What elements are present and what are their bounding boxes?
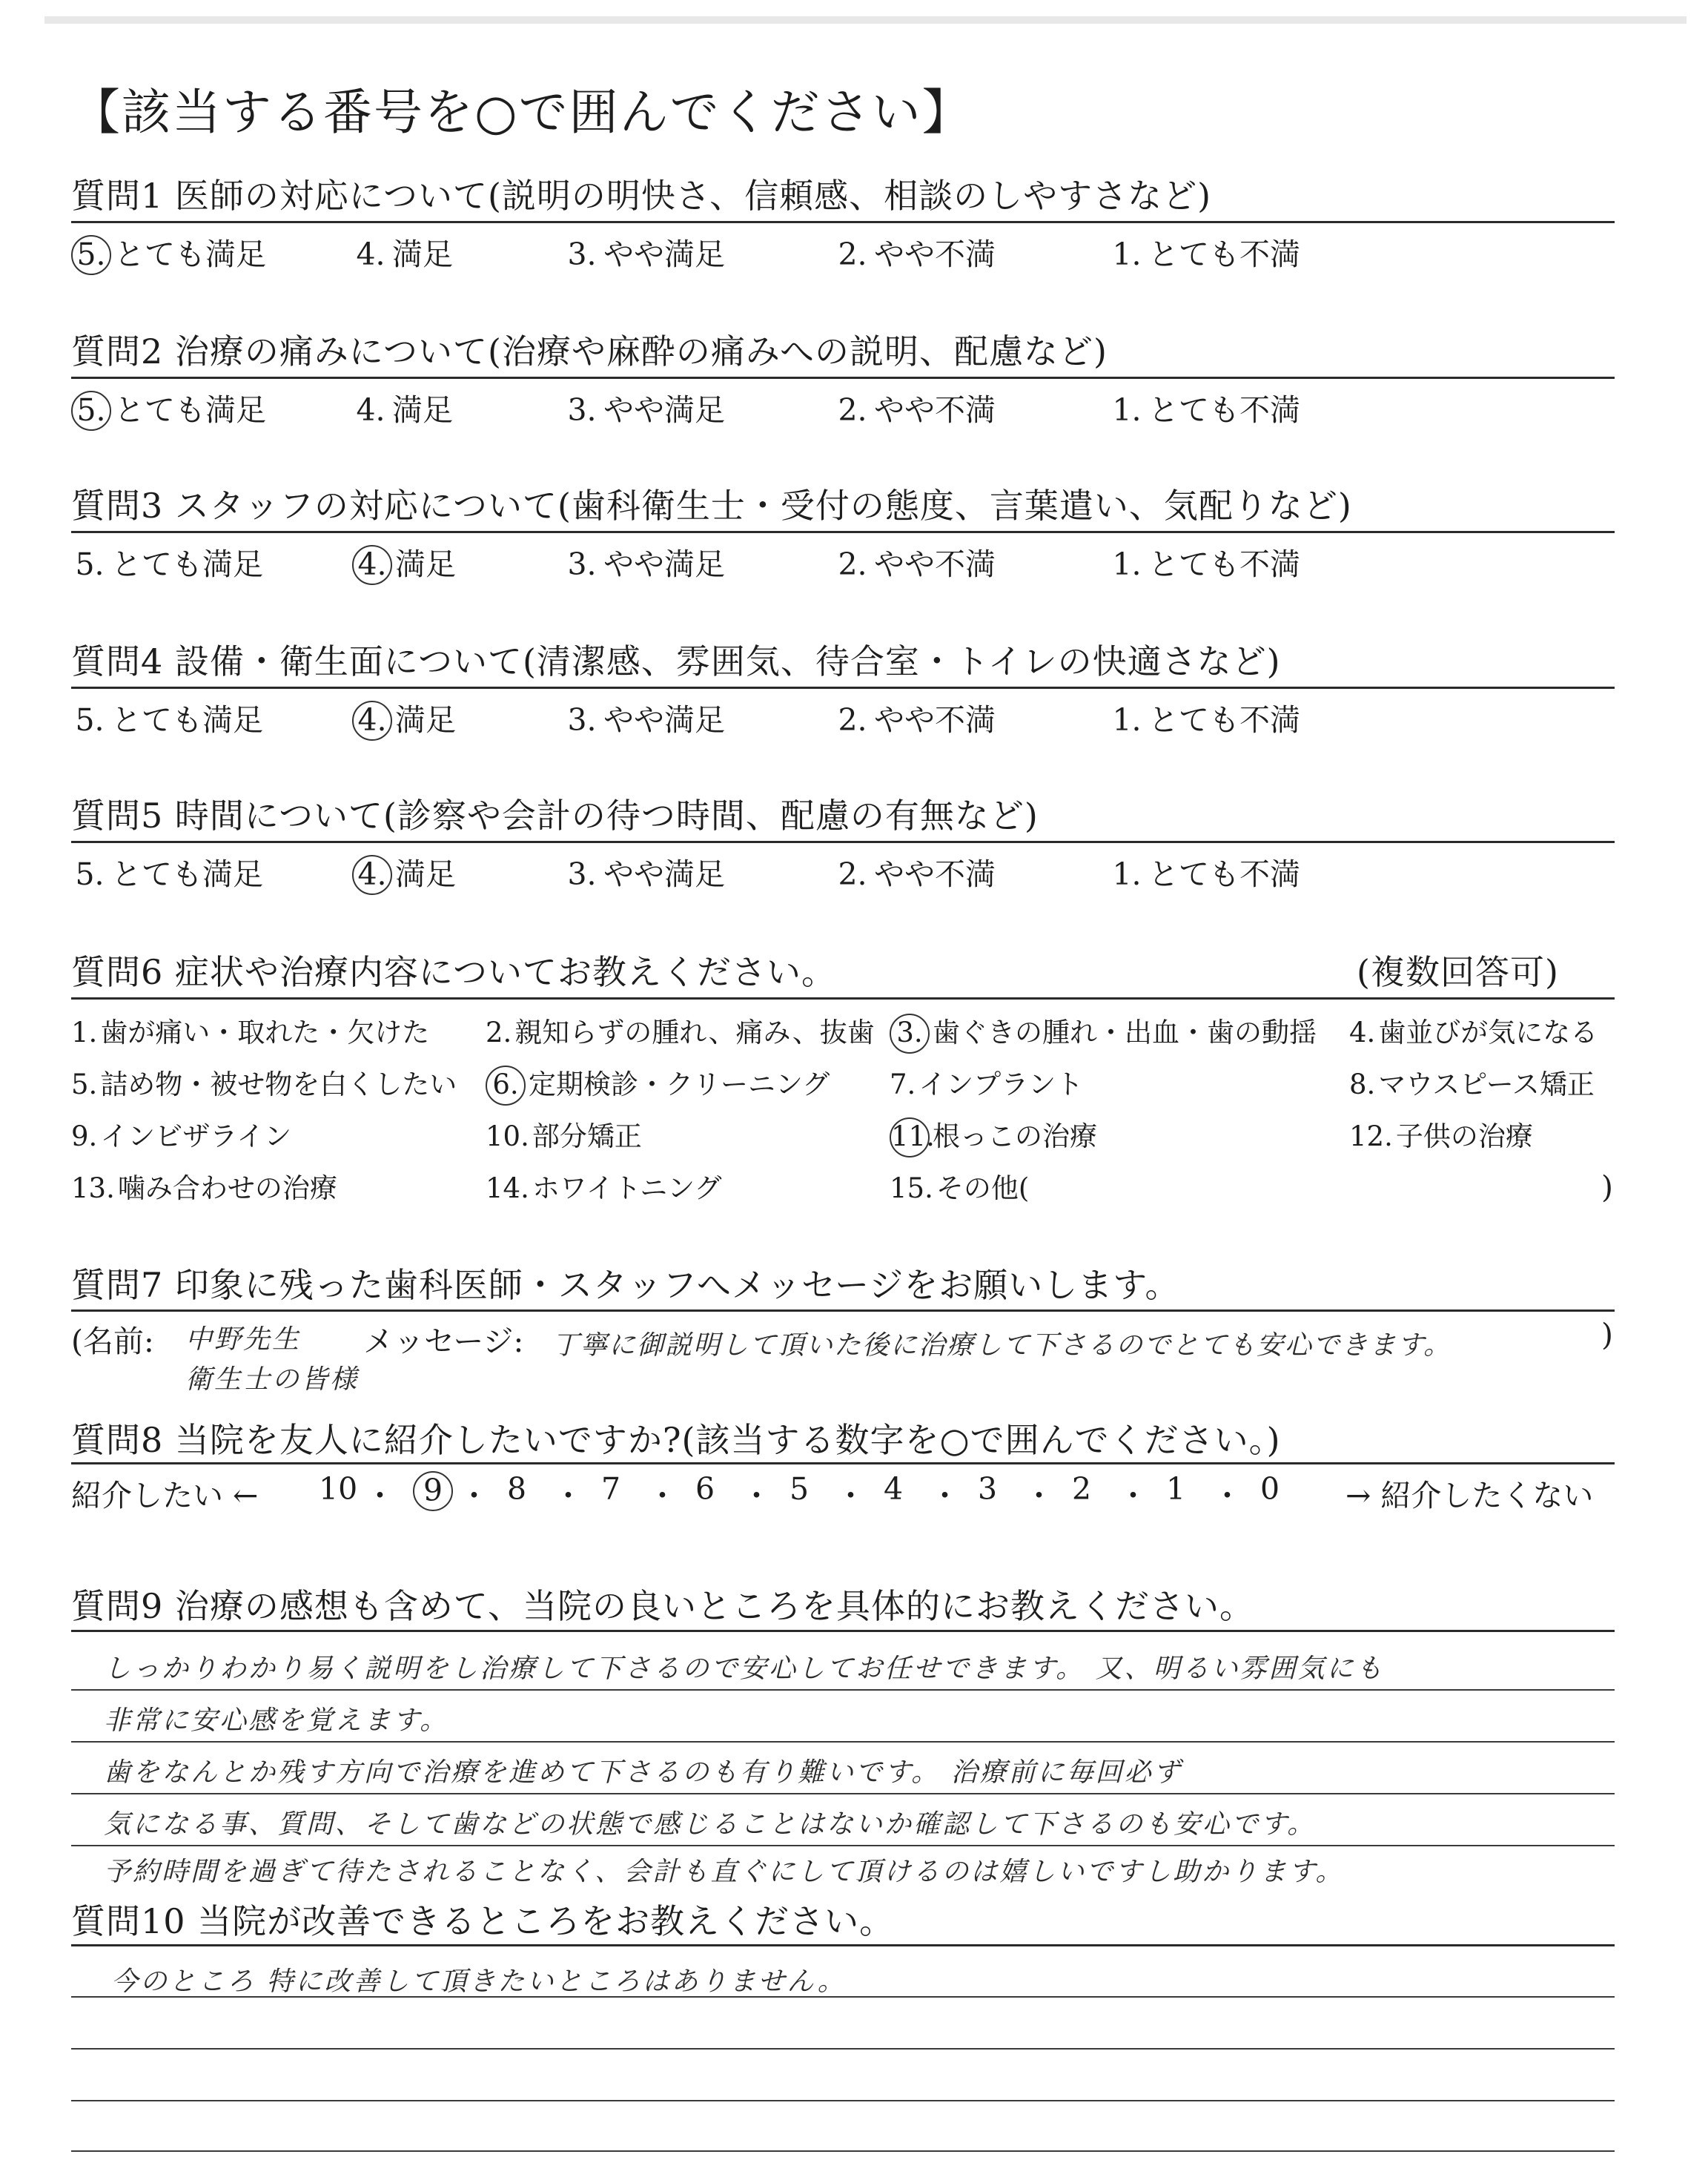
symptom-item [71, 1114, 291, 1154]
option-text: 満足 [392, 237, 453, 272]
scale-number [1072, 1471, 1091, 1507]
option-5 [71, 540, 263, 584]
ruled-line [71, 1741, 1615, 1743]
option-text: とても満足 [111, 702, 263, 738]
item-number: 15. [890, 1172, 933, 1204]
option-text: やや満足 [603, 702, 725, 738]
option-3 [563, 850, 725, 894]
option-5 [71, 230, 266, 275]
item-number: 10. [486, 1120, 529, 1152]
scale-dot: ・ [930, 1478, 960, 1513]
symptom-item [486, 1062, 830, 1106]
option-5 [71, 386, 266, 431]
item-text: 根っこの治療 [933, 1120, 1097, 1152]
option-3 [563, 230, 725, 274]
option-text: とても満足 [114, 392, 266, 428]
handwritten-line: 予約時間を過ぎて待たされることなく、会計も直ぐにして頂けるのは嬉しいですし助かります。 [104, 1857, 1345, 1887]
scale-number [790, 1471, 809, 1507]
option-text: とても満足 [114, 237, 266, 272]
question-6-label: 質問6 症状や治療内容についてお教えください。 [71, 952, 836, 992]
option-number: 1. [1112, 856, 1142, 892]
scale-value: 8 [507, 1471, 527, 1507]
question-1-label: 質問1 医師の対応について(説明の明快さ、信頼感、相談のしやすさなど) [71, 176, 1212, 216]
item-number: 2. [486, 1017, 512, 1048]
option-2 [834, 540, 996, 584]
scale-number [1166, 1471, 1185, 1507]
option-text: やや満足 [603, 856, 725, 892]
divider [71, 1309, 1615, 1312]
item-text: 歯並びが気になる [1378, 1017, 1598, 1048]
ruled-line [71, 1689, 1615, 1691]
item-number: 13. [71, 1172, 115, 1204]
option-3 [563, 696, 725, 739]
scale-number [1260, 1471, 1280, 1507]
item-text: 定期検診・クリーニング [529, 1069, 830, 1100]
ruled-line [71, 2100, 1615, 2101]
option-number: 1. [1112, 546, 1142, 582]
scale-number [978, 1471, 997, 1507]
symptom-item [71, 1062, 457, 1102]
option-number: 1. [1112, 237, 1142, 272]
circled-number: 4. [352, 545, 392, 585]
scale-value: 10 [319, 1471, 358, 1507]
circled-number: 5. [71, 235, 111, 275]
option-5 [71, 850, 263, 894]
symptom-item [71, 1166, 337, 1206]
item-text: 歯ぐきの腫れ・出血・歯の動揺 [933, 1017, 1317, 1048]
item-number: 4. [1349, 1017, 1376, 1048]
option-1 [1108, 696, 1300, 739]
option-text: やや不満 [874, 392, 996, 428]
item-number: 12. [1349, 1120, 1393, 1152]
item-text: ホワイトニング [532, 1172, 722, 1204]
item-number: 8. [1349, 1069, 1376, 1100]
item-text: 歯が痛い・取れた・欠けた [100, 1017, 430, 1048]
option-number: 5. [75, 702, 105, 738]
circled-number: 4. [352, 855, 392, 895]
ruled-line [71, 1793, 1615, 1794]
option-number: 2. [838, 546, 867, 582]
option-number: 3. [567, 702, 597, 738]
symptom-item [1349, 1010, 1598, 1050]
item-text: その他( [936, 1172, 1030, 1204]
divider [71, 1462, 1615, 1464]
option-text: とても満足 [111, 546, 263, 582]
option-number: 4. [356, 237, 385, 272]
scale-dot: ・ [459, 1478, 489, 1513]
option-2 [834, 696, 996, 739]
scale-number [507, 1471, 526, 1507]
option-4 [352, 850, 456, 895]
option-text: やや満足 [603, 392, 725, 428]
circled-number: 11. [890, 1117, 930, 1157]
option-5 [71, 696, 263, 739]
name-handwritten-2: 衛生士の皆様 [185, 1364, 360, 1395]
option-number: 2. [838, 856, 867, 892]
symptom-item [486, 1010, 875, 1050]
other-close-paren: ) [1601, 1169, 1613, 1205]
question-8-label: 質問8 当院を友人に紹介したいですか?(該当する数字を○で囲んでください。) [71, 1420, 1281, 1460]
option-number: 2. [838, 702, 867, 738]
scale-value: 7 [601, 1471, 621, 1507]
scale-dot: ・ [1212, 1478, 1242, 1513]
handwritten-line: 気になる事、質問、そして歯などの状態で感じることはないか確認して下さるのも安心です。 [104, 1809, 1317, 1840]
option-text: 満足 [395, 702, 456, 738]
scale-value: 2 [1072, 1471, 1092, 1507]
recommend-left-label: 紹介したい ← [71, 1478, 259, 1513]
message-label: メッセージ: [363, 1324, 524, 1359]
scale-number [884, 1471, 903, 1507]
item-number: 5. [71, 1069, 98, 1100]
divider [71, 221, 1615, 223]
option-text: やや不満 [874, 546, 996, 582]
multiple-answer-note: (複数回答可) [1357, 952, 1559, 992]
symptom-item [1349, 1062, 1595, 1102]
scale-number [601, 1471, 620, 1507]
question-9-label: 質問9 治療の感想も含めて、当院の良いところを具体的にお教えください。 [71, 1586, 1254, 1626]
scale-number [319, 1471, 357, 1507]
ruled-line [71, 2150, 1615, 2152]
scale-dot: ・ [741, 1478, 772, 1513]
symptom-item [71, 1010, 429, 1050]
question-5-label: 質問5 時間について(診察や会計の待つ時間、配慮の有無など) [71, 796, 1039, 836]
option-number: 1. [1112, 392, 1142, 428]
item-text: 子供の治療 [1395, 1120, 1533, 1152]
circled-number: 6. [486, 1066, 526, 1106]
symptom-item [890, 1166, 1029, 1206]
option-text: やや不満 [874, 702, 996, 738]
handwritten-line: 非常に安心感を覚えます。 [104, 1705, 449, 1736]
scan-edge [44, 16, 1687, 24]
option-text: 満足 [392, 392, 453, 428]
ruled-line [71, 1845, 1615, 1846]
question-7-label: 質問7 印象に残った歯科医師・スタッフへメッセージをお願いします。 [71, 1265, 1180, 1305]
option-text: とても不満 [1148, 702, 1300, 738]
item-number: 14. [486, 1172, 529, 1204]
scale-value: 0 [1260, 1471, 1280, 1507]
symptom-item [1349, 1114, 1533, 1154]
option-number: 3. [567, 546, 597, 582]
option-text: とても不満 [1148, 392, 1300, 428]
scale-value: 6 [695, 1471, 715, 1507]
item-text: 親知らずの腫れ、痛み、抜歯 [514, 1017, 875, 1048]
option-1 [1108, 540, 1300, 584]
option-1 [1108, 230, 1300, 274]
option-text: とても不満 [1148, 237, 1300, 272]
option-4 [352, 230, 453, 274]
option-2 [834, 386, 996, 429]
option-number: 2. [838, 237, 867, 272]
option-number: 5. [75, 546, 105, 582]
option-2 [834, 230, 996, 274]
option-number: 3. [567, 237, 597, 272]
question-2-label: 質問2 治療の痛みについて(治療や麻酔の痛みへの説明、配慮など) [71, 331, 1108, 371]
page-title: 【該当する番号を○で囲んでください】 [71, 84, 973, 141]
option-number: 1. [1112, 702, 1142, 738]
item-number: 1. [71, 1017, 98, 1048]
option-1 [1108, 386, 1300, 429]
item-text: 部分矯正 [532, 1120, 642, 1152]
item-text: インビザライン [100, 1120, 292, 1152]
option-text: 満足 [395, 856, 456, 892]
symptom-item [486, 1114, 642, 1154]
option-number: 3. [567, 392, 597, 428]
question-3-label: 質問3 スタッフの対応について(歯科衛生士・受付の態度、言葉遣い、気配りなど) [71, 486, 1352, 526]
option-text: やや不満 [874, 856, 996, 892]
option-4 [352, 540, 456, 585]
item-number: 7. [890, 1069, 916, 1100]
option-4 [352, 386, 453, 429]
handwritten-line: 今のところ 特に改善して頂きたいところはありません。 [111, 1966, 847, 1997]
option-text: とても不満 [1148, 546, 1300, 582]
name-handwritten-1: 中野先生 [185, 1324, 302, 1355]
scale-value: 1 [1166, 1471, 1186, 1507]
circled-number: 5. [71, 391, 111, 431]
scale-dot: ・ [553, 1478, 583, 1513]
option-text: やや満足 [603, 237, 725, 272]
item-text: 噛み合わせの治療 [117, 1172, 337, 1204]
item-text: マウスピース矯正 [1378, 1069, 1595, 1100]
handwritten-line: しっかりわかり易く説明をし治療して下さるので安心してお任せできます。 又、明るい雰囲気にも [104, 1654, 1385, 1684]
message-close-paren: ) [1601, 1317, 1613, 1353]
scale-value: 9 [413, 1471, 453, 1511]
scale-dot: ・ [1024, 1478, 1054, 1513]
option-3 [563, 386, 725, 429]
option-1 [1108, 850, 1300, 894]
scale-dot: ・ [835, 1478, 866, 1513]
scale-value: 3 [978, 1471, 998, 1507]
symptom-item [890, 1010, 1317, 1054]
recommend-right-label: → 紹介したくない [1345, 1478, 1594, 1513]
scale-dot: ・ [365, 1478, 395, 1513]
item-text: インプラント [918, 1069, 1084, 1100]
symptom-item [890, 1114, 1097, 1157]
option-text: 満足 [395, 546, 456, 582]
ruled-line [71, 2048, 1615, 2050]
item-text: 詰め物・被せ物を白くしたい [100, 1069, 457, 1100]
option-text: とても不満 [1148, 856, 1300, 892]
divider [71, 687, 1615, 689]
divider [71, 997, 1615, 1000]
option-4 [352, 696, 456, 741]
divider [71, 531, 1615, 533]
option-3 [563, 540, 725, 584]
divider [71, 1630, 1615, 1632]
scale-value: 5 [790, 1471, 810, 1507]
name-label: (名前: [71, 1324, 154, 1359]
circled-number: 4. [352, 701, 392, 741]
option-number: 4. [356, 392, 385, 428]
scale-dot: ・ [647, 1478, 678, 1513]
circled-number: 3. [890, 1014, 930, 1054]
item-number: 9. [71, 1120, 98, 1152]
divider [71, 841, 1615, 843]
symptom-item [890, 1062, 1083, 1102]
scale-dot: ・ [1118, 1478, 1148, 1513]
divider [71, 377, 1615, 379]
scale-number [695, 1471, 715, 1507]
handwritten-line: 歯をなんとか残す方向で治療を進めて下さるのも有り難いです。 治療前に毎回必ず [104, 1757, 1182, 1788]
option-2 [834, 850, 996, 894]
symptom-item [486, 1166, 722, 1206]
question-10-label: 質問10 当院が改善できるところをお教えください。 [71, 1901, 895, 1941]
message-handwritten: 丁寧に御説明して頂いた後に治療して下さるのでとても安心できます。 [552, 1330, 1452, 1361]
option-number: 5. [75, 856, 105, 892]
option-text: やや満足 [603, 546, 725, 582]
option-text: やや不満 [874, 237, 996, 272]
option-text: とても満足 [111, 856, 263, 892]
option-number: 2. [838, 392, 867, 428]
option-number: 3. [567, 856, 597, 892]
question-4-label: 質問4 設備・衛生面について(清潔感、雰囲気、待合室・トイレの快適さなど) [71, 641, 1281, 681]
scale-value: 4 [884, 1471, 904, 1507]
divider [71, 1944, 1615, 1946]
scale-selected [413, 1471, 456, 1511]
